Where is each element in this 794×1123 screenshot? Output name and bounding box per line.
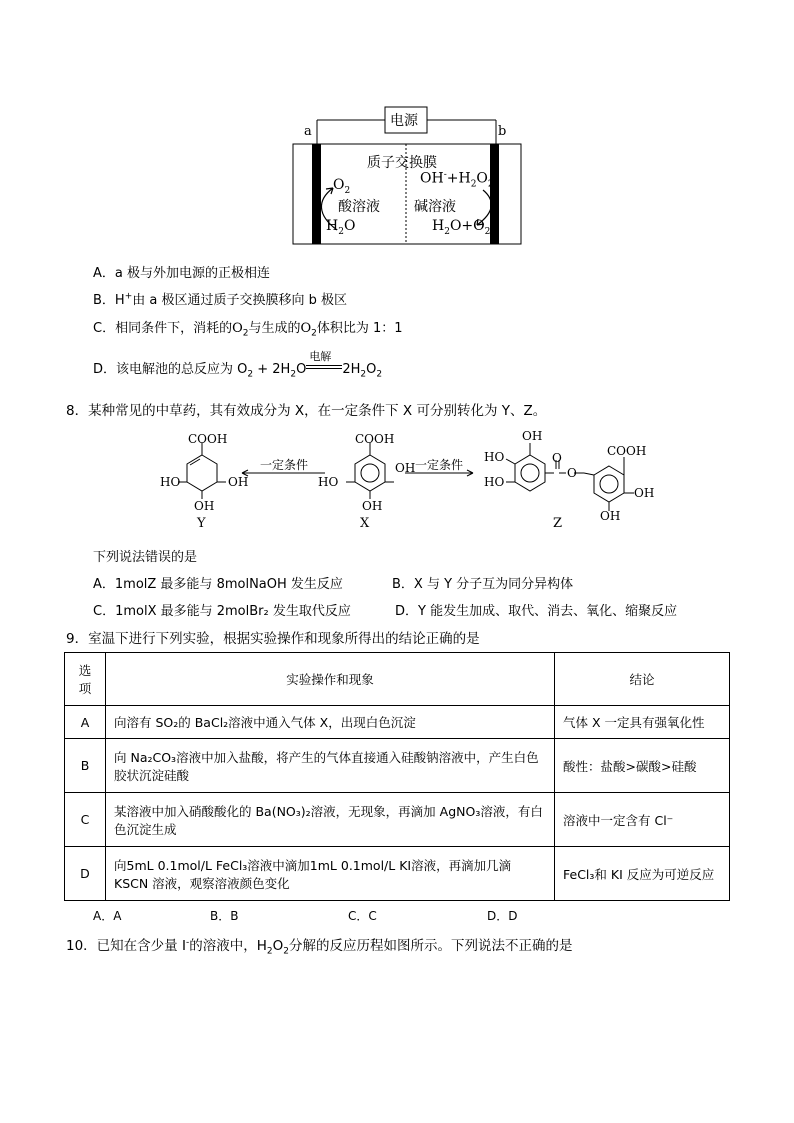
table-row <box>65 847 730 901</box>
table-row <box>65 739 730 793</box>
base-solution-label: 碱溶液 <box>414 199 456 215</box>
z-carbonyl-o: O <box>552 451 562 465</box>
row-operation: 向溶有 SO₂的 BaCl₂溶液中通入气体 X，出现白色沉淀 <box>106 706 555 739</box>
y-oh-bottom: OH <box>194 499 215 513</box>
label-y: Y <box>197 516 206 531</box>
q8-option-d: D．Y 能发生加成、取代、消去、氧化、缩聚反应 <box>395 604 678 619</box>
table-row <box>65 793 730 847</box>
row-option: A <box>65 706 106 739</box>
membrane-label: 质子交换膜 <box>367 155 437 171</box>
row-operation: 向 Na₂CO₃溶液中加入盐酸，将产生的气体直接通入硅酸钠溶液中，产生白色胶状沉淀硅酸 <box>106 739 555 793</box>
y-cooh: COOH <box>188 432 228 446</box>
row-option: D <box>65 847 106 901</box>
electrode-b-label: b <box>498 124 507 139</box>
oh-h2o2-label: $OH^-+H_2O_2$ <box>420 170 494 190</box>
header-option: 选项 <box>65 653 106 706</box>
label-x: X <box>360 516 370 531</box>
q9-answer-a: A．A <box>93 909 122 923</box>
q8-option-b: B．X 与 Y 分子互为同分异构体 <box>392 577 574 592</box>
z-ester-o: O <box>567 466 577 480</box>
arrow-condition-left: 一定条件 <box>260 458 309 472</box>
electrolysis-condition: 电解 <box>309 350 332 363</box>
row-option: C <box>65 793 106 847</box>
electrode-a <box>312 144 321 244</box>
z-cooh: COOH <box>607 444 647 458</box>
q9-table <box>64 652 730 901</box>
x-oh-right: OH <box>395 461 416 475</box>
z-ho-upper: HO <box>484 450 505 464</box>
x-oh-bottom: OH <box>362 499 383 513</box>
table-header-row <box>65 653 730 706</box>
row-conclusion: 气体 X 一定具有强氧化性 <box>555 706 730 739</box>
label-z: Z <box>553 516 563 531</box>
q8-prompt: 下列说法错误的是 <box>93 550 198 565</box>
q7-option-c: C．相同条件下，消耗的$O_2$与生成的$O_2$体积比为 1：1 <box>93 321 403 339</box>
q7-option-a: A．a 极与外加电源的正极相连 <box>93 266 270 281</box>
power-source-label: 电源 <box>390 113 418 129</box>
header-conclusion: 结论 <box>555 653 730 706</box>
acid-solution-label: 酸溶液 <box>338 199 380 215</box>
q8-option-c: C．1molX 最多能与 2molBr₂ 发生取代反应 <box>93 604 351 619</box>
row-conclusion: 酸性：盐酸>碳酸>硅酸 <box>555 739 730 793</box>
x-ho: HO <box>318 475 339 489</box>
y-ho: HO <box>160 475 181 489</box>
electrode-b <box>490 144 499 244</box>
q9-answer-b: B．B <box>210 909 239 923</box>
arrow-condition-right: 一定条件 <box>415 458 464 472</box>
header-operation: 实验操作和现象 <box>106 653 555 706</box>
q10-stem: 10．已知在含少量 I-的溶液中，$H_2O_2$分解的反应历程如图所示。下列说法不正确的是 <box>66 937 573 957</box>
row-conclusion: 溶液中一定含有 Cl⁻ <box>555 793 730 847</box>
row-operation: 向5mL 0.1mol/L FeCl₃溶液中滴加1mL 0.1mol/L KI溶液，再滴加几滴 KSCN 溶液，观察溶液颜色变化 <box>106 847 555 901</box>
row-option: B <box>65 739 106 793</box>
row-conclusion: FeCl₃和 KI 反应为可逆反应 <box>555 847 730 901</box>
q8-stem: 8．某种常见的中草药，其有效成分为 X，在一定条件下 X 可分别转化为 Y、Z。 <box>66 403 547 419</box>
z-oh-right: OH <box>634 486 655 500</box>
electrode-a-label: a <box>304 124 312 139</box>
h2o-o2-right-label: $H_2O+O_2$ <box>432 218 491 237</box>
q9-answer-c: C．C <box>348 909 377 923</box>
table-row <box>65 706 730 739</box>
q7-option-d: D．该电解池的总反应为 $O_2 + 2H_2O$ 电解 $2H_2O_2$ <box>93 350 383 380</box>
z-oh-top: OH <box>522 429 543 443</box>
q7-option-b: B．H+由 a 极区通过质子交换膜移向 b 极区 <box>93 291 347 308</box>
x-cooh: COOH <box>355 432 395 446</box>
h2o-left-label: $H_2O$ <box>326 218 356 237</box>
o2-left-label: $O_2$ <box>333 177 351 196</box>
row-operation: 某溶液中加入硝酸酸化的 Ba(NO₃)₂溶液，无现象，再滴加 AgNO₃溶液，有白色沉淀生成 <box>106 793 555 847</box>
q8-option-a: A．1molZ 最多能与 8molNaOH 发生反应 <box>93 577 343 592</box>
y-oh-right: OH <box>228 475 249 489</box>
z-ho-lower: HO <box>484 475 505 489</box>
q9-stem: 9．室温下进行下列实验，根据实验操作和现象所得出的结论正确的是 <box>66 631 480 647</box>
q9-answer-d: D．D <box>487 909 518 923</box>
z-oh-bottom: OH <box>600 509 621 523</box>
